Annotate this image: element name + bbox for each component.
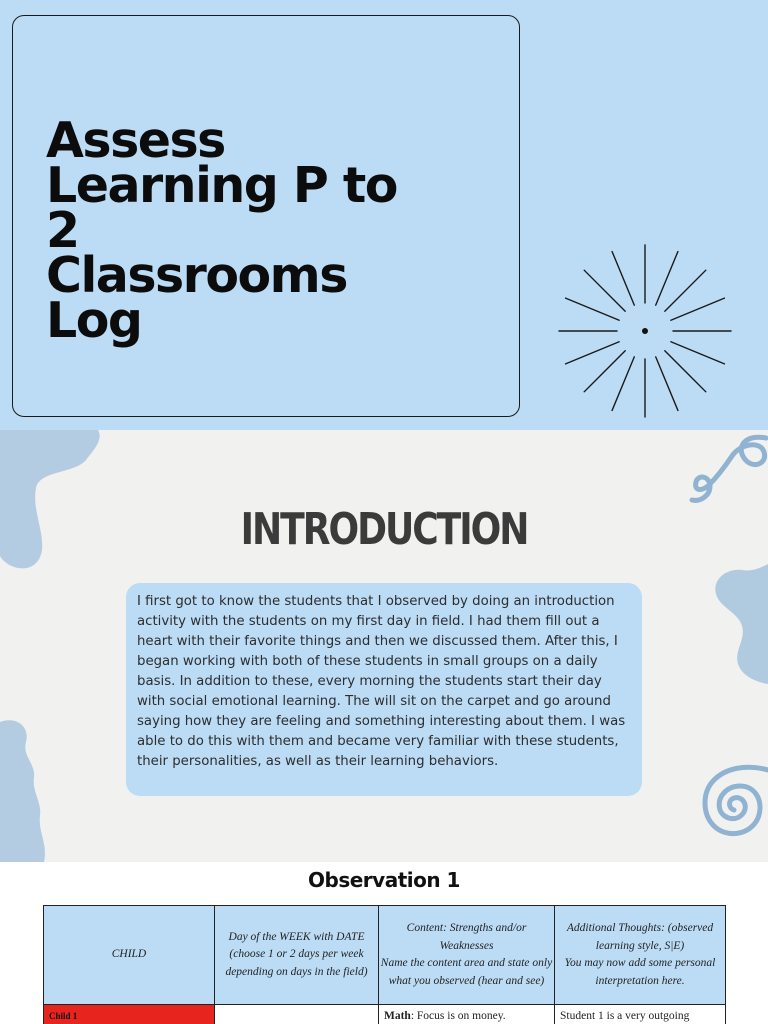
watercolor-wave-decoration <box>0 712 60 862</box>
sunburst-decoration <box>557 243 733 419</box>
spiral-decoration <box>684 748 768 862</box>
cell-day <box>215 1005 379 1024</box>
sunburst-ray <box>566 298 620 320</box>
header-content <box>379 906 555 1005</box>
content-label: Math <box>384 1009 411 1022</box>
cell-thoughts: Student 1 is a very outgoing <box>555 1005 726 1024</box>
header-day <box>215 906 379 1005</box>
introduction-text-box <box>126 583 642 796</box>
title-slide <box>0 0 768 430</box>
sunburst-ray <box>671 298 725 320</box>
sunburst-ray <box>665 351 706 392</box>
introduction-paragraph: I first got to know the students that I observed by doing an introduction activity with the students on my first day in field. I had them fill out a heart with their favorite things and then we discussed them. After this, I began working with both of these students in small groups on a daily basis. In addition to these, every morning the students start their day with social emotional learning. The will sit on the carpet and go around saying how they are feeling and something interesting about them. I was able to do this with them and became very familiar with these students, their personalities, as well as their learning behaviors. <box>137 594 626 769</box>
squiggle-decoration <box>686 430 768 510</box>
header-content-text: Content: Strengths and/or Weaknesses Name the content area and state only what you observed (hear and see) <box>380 922 553 987</box>
header-child-text: CHILD <box>111 948 147 961</box>
header-thoughts-text: Additional Thoughts: (observed learning style, S|E) You may now add some personal interpretation here. <box>564 922 716 987</box>
cell-child: Child 1 <box>44 1005 215 1024</box>
slide-title: Assess Learning P to 2 Classrooms Log <box>46 112 397 349</box>
header-thoughts <box>555 906 726 1005</box>
cell-content <box>379 1005 555 1024</box>
header-day-text: Day of the WEEK with DATE (choose 1 or 2 days per week depending on days in the field) <box>225 930 368 978</box>
content-text: : Focus is on money. <box>410 1009 506 1022</box>
header-child <box>44 906 215 1005</box>
watercolor-shape-decoration <box>712 564 768 684</box>
sunburst-ray <box>612 357 634 411</box>
sunburst-ray <box>671 342 725 364</box>
table-row <box>44 1005 726 1024</box>
introduction-heading: INTRODUCTION <box>240 504 528 555</box>
sunburst-ray <box>665 270 706 311</box>
observation-title: Observation 1 <box>308 868 460 892</box>
sunburst-ray <box>584 351 625 392</box>
sunburst-ray <box>566 342 620 364</box>
observation-table <box>43 905 726 1024</box>
observation-slide <box>0 862 768 1024</box>
sunburst-ray <box>656 357 678 411</box>
introduction-slide <box>0 430 768 862</box>
table-header-row <box>44 906 726 1005</box>
sunburst-ray <box>584 270 625 311</box>
sunburst-ray <box>612 252 634 306</box>
sunburst-ray <box>656 252 678 306</box>
